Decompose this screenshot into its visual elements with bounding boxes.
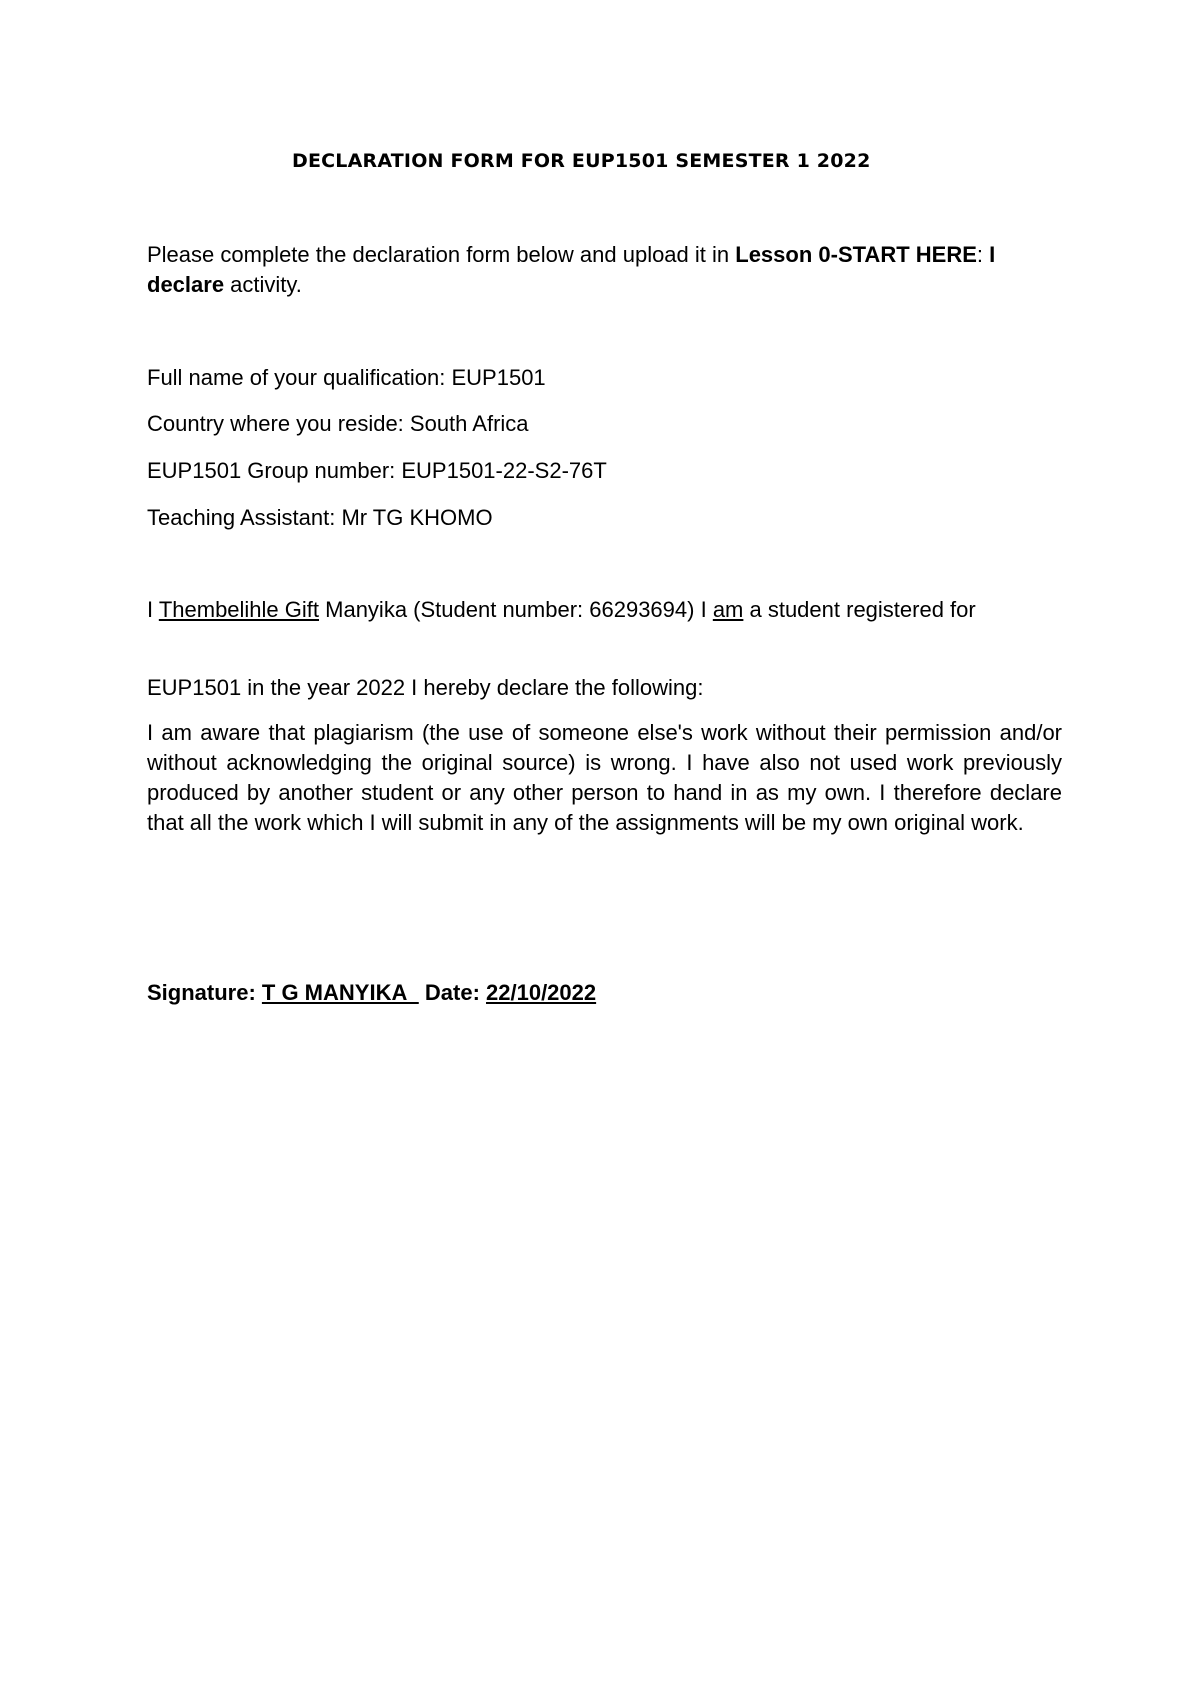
declaration-am: am: [712, 597, 744, 622]
signature-value: T G MANYIKA: [261, 980, 419, 1005]
declaration-year-line: EUP1501 in the year 2022 I hereby declare the following:: [147, 675, 704, 700]
plagiarism-statement: I am aware that plagiarism (the use of someone else's work without their permission and/or without acknowledging the original source) is wrong. I have also not used work previously produced by another student or any other person to hand in as my own. I therefore declare that all the work which I will submit in any of the assignments will be my own original work.: [147, 720, 1062, 835]
group-number-line: EUP1501 Group number: EUP1501-22-S2-76T: [147, 458, 607, 483]
signature-line: [147, 978, 596, 1008]
page-title: DECLARATION FORM FOR EUP1501 SEMESTER 1 2022: [292, 150, 871, 172]
teaching-assistant-line: Teaching Assistant: Mr TG KHOMO: [147, 505, 493, 530]
student-declaration-line: [147, 595, 1047, 625]
instructions-paragraph: [147, 240, 1027, 300]
instructions-prefix: Please complete the declaration form below and upload it in: [147, 242, 736, 267]
lesson-name: Lesson 0-START HERE: [735, 242, 977, 267]
declaration-i: I: [147, 597, 159, 622]
activity-name: I declare: [147, 242, 996, 297]
country-line: Country where you reside: South Africa: [147, 411, 529, 436]
qualification-line: Full name of your qualification: EUP1501: [147, 365, 546, 390]
declaration-registered: a student registered for: [743, 597, 976, 622]
instructions-suffix: activity.: [224, 272, 302, 297]
student-surname-and-number: Manyika (Student number: 66293694) I: [319, 597, 713, 622]
instructions-colon: :: [976, 242, 990, 267]
date-label: Date:: [418, 980, 487, 1005]
signature-label: Signature:: [147, 980, 262, 1005]
date-value: 22/10/2022: [486, 980, 597, 1005]
student-first-names: Thembelihle Gift: [158, 597, 320, 622]
